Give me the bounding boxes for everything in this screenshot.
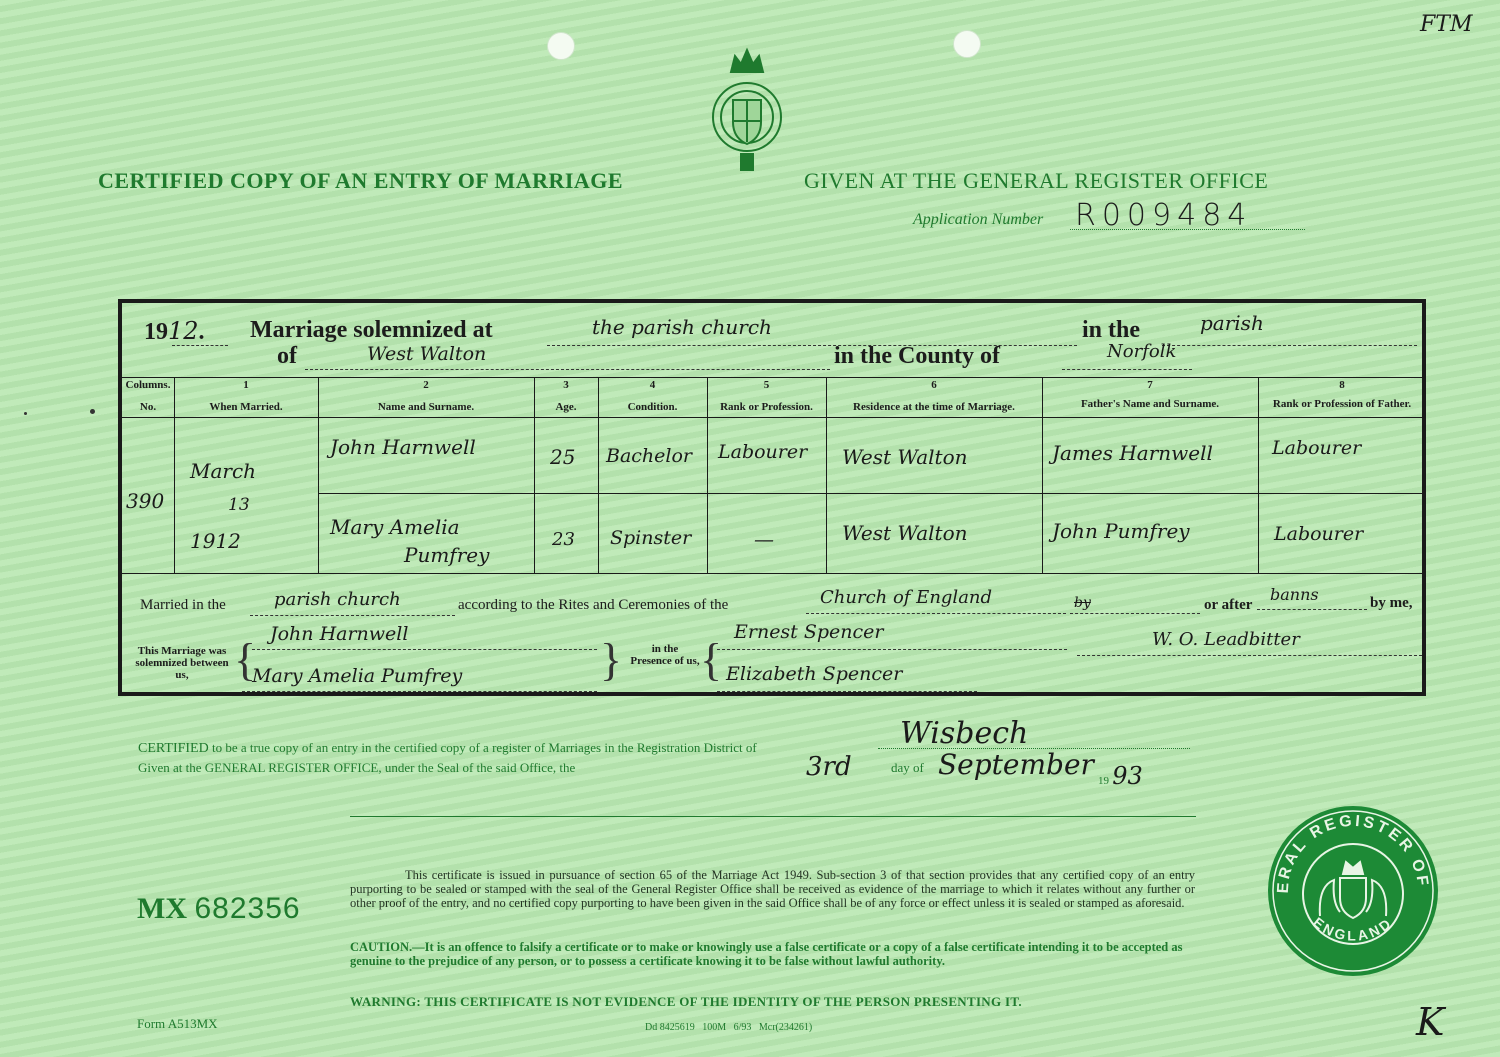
certified-line: CERTIFIED to be a true copy of an entry in the certified copy of a register of Marriages in the Registration District of xyxy=(138,740,757,756)
royal-crest-icon xyxy=(705,42,789,174)
married-in-value: parish church xyxy=(274,589,401,610)
print-code: Dd 8425619 100M 6/93 Mcr(234261) xyxy=(645,1022,813,1033)
column-number: 5 xyxy=(763,379,770,391)
marriage-month: March xyxy=(190,459,257,483)
application-number-label: Application Number xyxy=(913,211,1044,228)
bride-name-line1: Mary Amelia xyxy=(330,515,460,539)
header-age: Age. xyxy=(555,401,577,413)
groom-residence: West Walton xyxy=(842,445,968,469)
given-at-line: Given at the GENERAL REGISTER OFFICE, under the Seal of the said Office, the xyxy=(138,760,576,775)
bride-father: John Pumfrey xyxy=(1052,519,1190,543)
column-number: 6 xyxy=(931,379,937,391)
header-condition: Condition. xyxy=(627,401,678,413)
general-register-office-seal xyxy=(1268,806,1438,976)
in-the-label: in the xyxy=(1082,317,1141,343)
groom-condition: Bachelor xyxy=(606,445,693,467)
issuing-office: GIVEN AT THE GENERAL REGISTER OFFICE xyxy=(804,168,1269,193)
witness-two-signature: Elizabeth Spencer xyxy=(726,663,903,685)
groom-profession: Labourer xyxy=(718,441,808,463)
by-value: by xyxy=(1074,595,1091,611)
column-number: 7 xyxy=(1147,379,1153,391)
of-value: West Walton xyxy=(367,343,487,365)
seal-ring-icon xyxy=(1268,806,1438,976)
svg-text:GENERAL REGISTER OFFICE xyxy=(1268,806,1431,894)
married-in-label: Married in the xyxy=(140,597,226,613)
application-number-line xyxy=(1070,229,1305,230)
header-name: Name and Surname. xyxy=(377,401,475,413)
bride-name-line2: Pumfrey xyxy=(404,543,490,567)
corner-initials: FTM xyxy=(1420,12,1473,37)
column-number: 3 xyxy=(563,379,569,391)
bride-father-profession: Labourer xyxy=(1274,523,1364,545)
punch-hole-right xyxy=(953,30,981,58)
county-value: Norfolk xyxy=(1107,341,1177,362)
header-residence: Residence at the time of Marriage. xyxy=(853,401,1015,413)
column-number: 1 xyxy=(243,379,249,391)
in-the-value: parish xyxy=(1200,311,1264,335)
registration-district: Wisbech xyxy=(900,716,1029,751)
party-two-signature: Mary Amelia Pumfrey xyxy=(252,665,463,687)
punch-hole-left xyxy=(547,32,575,60)
solemnized-label: Marriage solemnized at xyxy=(250,317,493,343)
corner-mark: K xyxy=(1416,1000,1445,1044)
statute-text: This certificate is issued in pursuance of section 65 of the Marriage Act 1949. Sub-section 3 of that section provides that any certified copy of an entry purporting to be sealed or stamped with the seal of the General Register Office shall be received as evidence of the marriage to which it relates without any further or other proof of the entry, and no certified copy purporting to have been given in the said Office shall be of any force or effect unless it is sealed or stamped as aforesaid. xyxy=(350,868,1195,910)
rites-label: according to the Rites and Ceremonies of the xyxy=(458,597,729,613)
entry-number: 390 xyxy=(126,489,165,513)
certification-month: September xyxy=(938,748,1094,781)
presence-label: in the Presence of us, xyxy=(630,643,700,667)
after-value: banns xyxy=(1270,585,1319,604)
header-father-name: Father's Name and Surname. xyxy=(1080,398,1220,410)
bride-age: 23 xyxy=(552,529,575,550)
groom-age: 25 xyxy=(550,445,576,469)
year-label: 1912. xyxy=(144,317,205,345)
rites-value: Church of England xyxy=(820,587,993,608)
day-of-label: day of xyxy=(891,760,924,775)
register-entry-box: 1912. Marriage solemnized at the parish church in the parish of West Walton in the County of Norfolk Columns. 1 2 3 4 5 6 7 8 No. When Married. Name and Surname. Age. Condition. Rank or Profession. Residence at the time of Marriage. Father's Name and Surname. Rank or Profession of Father. 390 March 13 1912 John Harnwell 25 Bachelor Labourer West Walton James Harnwell Labourer Mary Amelia Pumfrey 23 Spinster — West Walton John Pumfrey Labourer Married in the parish church according to the Rites and Ceremonies of the Church of England by or after banns by me, This Marriage was solemnized between us, { John Harnwell Mary Amelia Pumfrey } in the Presence of us, { Ernest Spencer Elizabeth Spencer W. O. Leadbitter xyxy=(118,299,1426,696)
certificate-title: CERTIFIED COPY OF AN ENTRY OF MARRIAGE xyxy=(98,168,624,193)
bride-residence: West Walton xyxy=(842,521,968,545)
party-one-signature: John Harnwell xyxy=(270,623,409,645)
officiant-signature: W. O. Leadbitter xyxy=(1152,629,1300,650)
bride-condition: Spinster xyxy=(610,527,692,549)
header-no: No. xyxy=(139,401,157,413)
warning-text: WARNING: THIS CERTIFICATE IS NOT EVIDENCE OF THE IDENTITY OF THE PERSON PRESENTING IT. xyxy=(350,994,1022,1009)
certification-year: 19 93 xyxy=(1098,762,1143,790)
caution-block: CAUTION.—It is an offence to falsify a certificate or to make or knowingly use a false certificate or a copy of a false certificate intending it to be accepted as genuine to the prejudice of any person, or to possess a certificate knowing it to be false without lawful authority. xyxy=(350,940,1183,968)
groom-name: John Harnwell xyxy=(330,435,476,459)
column-number: 2 xyxy=(423,379,429,391)
column-number: 4 xyxy=(649,379,656,391)
certificate-serial: MX 682356 xyxy=(137,892,301,925)
application-number: R009484 xyxy=(1075,198,1253,233)
header-father-profession: Rank or Profession of Father. xyxy=(1272,398,1412,410)
column-number: 8 xyxy=(1339,379,1345,391)
by-me-label: by me, xyxy=(1370,595,1413,611)
header-when-married: When Married. xyxy=(209,401,283,413)
seal-top-text: ERAL REGISTER OF xyxy=(1274,812,1432,894)
groom-father-profession: Labourer xyxy=(1272,437,1362,459)
marriage-year: 1912 xyxy=(190,529,241,553)
solemnized-place: the parish church xyxy=(592,315,772,339)
marriage-day: 13 xyxy=(228,495,250,515)
of-label: of xyxy=(277,343,297,369)
certification-day: 3rd xyxy=(806,752,852,782)
witness-one-signature: Ernest Spencer xyxy=(734,621,884,643)
groom-father: James Harnwell xyxy=(1052,441,1213,465)
after-label: or after xyxy=(1204,597,1253,613)
seal-bottom-text: ENGLAND xyxy=(1310,913,1396,944)
columns-label: Columns. xyxy=(125,379,171,391)
between-us-label: This Marriage was solemnized between us, xyxy=(135,645,229,681)
county-label: in the County of xyxy=(834,343,1001,369)
header-profession: Rank or Profession. xyxy=(720,401,813,413)
form-number: Form A513MX xyxy=(137,1016,218,1031)
bride-profession: — xyxy=(754,527,774,551)
